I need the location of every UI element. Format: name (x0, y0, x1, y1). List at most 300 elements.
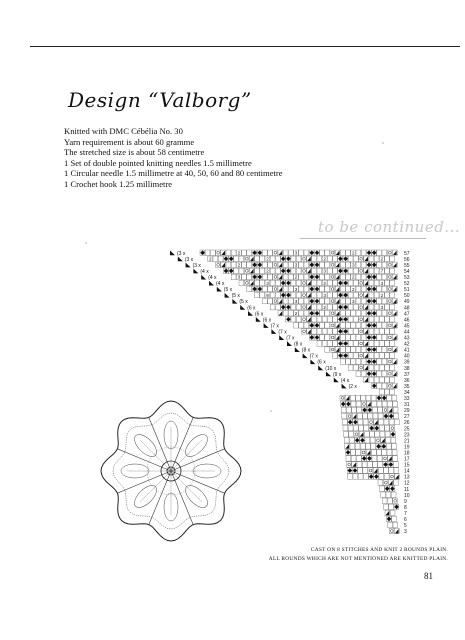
row-number: 36 (404, 377, 410, 384)
chart-cell (390, 365, 395, 370)
chart-cell (390, 268, 395, 273)
chart-cell (247, 286, 252, 291)
chart-cell (377, 359, 382, 364)
inline-count: 2 (323, 280, 326, 286)
row-number: 5 (404, 523, 407, 530)
chart-cell (348, 425, 353, 430)
chart-cell (353, 341, 358, 346)
decrease-marker (334, 378, 339, 383)
chart-cell (346, 274, 351, 279)
chart-cell (377, 298, 382, 303)
chart-cell (218, 256, 223, 261)
chart-cell (341, 407, 346, 412)
chart-cell (288, 286, 293, 291)
chart-cell (317, 304, 322, 309)
chart-cell (389, 504, 394, 509)
chart-cell (394, 413, 399, 418)
chart-cell (296, 304, 301, 309)
chart-cell (386, 438, 391, 443)
chart-cell (390, 510, 395, 515)
row-number: 29 (404, 408, 410, 415)
chart-cell (346, 262, 351, 267)
chart-cell (356, 323, 361, 328)
chart-cell (270, 268, 275, 273)
chart-cell (343, 425, 348, 430)
chart-cell (380, 432, 385, 437)
chart-cell (304, 298, 309, 303)
chart-cell (317, 317, 322, 322)
chart-cell (385, 292, 390, 297)
decrease-marker (326, 372, 331, 377)
row-number: 8 (404, 504, 407, 511)
chart-cell (356, 298, 361, 303)
chart-cell (378, 480, 383, 485)
chart-cell (361, 335, 366, 340)
chart-cell (363, 468, 368, 473)
chart-cell (283, 311, 288, 316)
chart-cell (359, 425, 364, 430)
chart-cell (374, 353, 379, 358)
chart-cell (356, 401, 361, 406)
chart-cell (325, 311, 330, 316)
chart-cell (384, 419, 389, 424)
inline-count: 3 (352, 262, 355, 268)
chart-cell (353, 280, 358, 285)
chart-cell (226, 262, 231, 267)
decrease-marker (201, 275, 206, 280)
chart-cell (242, 262, 247, 267)
decrease-marker (318, 365, 323, 370)
chart-cell (377, 347, 382, 352)
doily-vein (140, 471, 171, 502)
inline-count: 3 (266, 280, 269, 286)
doily-vein (140, 440, 171, 471)
chart-cell (260, 256, 265, 261)
chart-cell (369, 292, 374, 297)
row-number: 54 (404, 268, 410, 275)
chart-cell (346, 335, 351, 340)
chart-cell (374, 256, 379, 261)
chart-cell (210, 250, 215, 255)
chart-cell (231, 262, 236, 267)
chart-cell (353, 317, 358, 322)
chart-cell (371, 450, 376, 455)
inline-count: 2 (352, 250, 355, 256)
chart-cell (275, 256, 280, 261)
chart-cell (260, 292, 265, 297)
chart-cell (270, 292, 275, 297)
chart-cell (312, 268, 317, 273)
chart-cell (327, 329, 332, 334)
decrease-marker (295, 347, 300, 352)
chart-cell (382, 498, 387, 503)
chart-cell (291, 304, 296, 309)
chart-cell (393, 407, 398, 412)
chart-cell (288, 311, 293, 316)
row-number: 35 (404, 383, 410, 390)
chart-cell (346, 347, 351, 352)
chart-cell (379, 317, 384, 322)
chart-cell (299, 323, 304, 328)
chart-cell (304, 250, 309, 255)
chart-cell (363, 419, 368, 424)
chart-cell (377, 274, 382, 279)
inline-count: 3 (352, 298, 355, 304)
chart-cell (317, 280, 322, 285)
repeat-label: (8 x (294, 341, 303, 348)
chart-cell (333, 329, 338, 334)
chart-cell (348, 292, 353, 297)
chart-cell (255, 268, 260, 273)
doily-illustration (100, 400, 242, 542)
chart-cell (340, 298, 345, 303)
chart-cell (320, 262, 325, 267)
row-number: 38 (404, 365, 410, 372)
chart-cell (374, 304, 379, 309)
chart-cell (361, 371, 366, 376)
repeat-label: (4 x (200, 268, 209, 275)
chart-cell (275, 292, 280, 297)
inline-count: 3 (380, 280, 384, 286)
chart-cell (393, 522, 398, 527)
chart-cell (247, 250, 252, 255)
chart-cell (299, 286, 304, 291)
chart-cell (317, 256, 322, 261)
chart-cell (377, 401, 382, 406)
chart-cell (377, 371, 382, 376)
chart-cell (333, 268, 338, 273)
continued-label: to be continued... (318, 218, 461, 236)
decrease-marker (342, 384, 347, 389)
chart-cell (226, 250, 231, 255)
repeat-label: (5 x (223, 287, 233, 294)
row-number: 19 (404, 444, 410, 451)
chart-cell (205, 250, 210, 255)
chart-cell (390, 329, 395, 334)
chart-cell (255, 256, 260, 261)
chart-cell (379, 341, 384, 346)
chart-cell (353, 329, 358, 334)
design-title: Design “Valborg” (68, 88, 252, 112)
chart-cell (374, 377, 379, 382)
chart-cell (346, 359, 351, 364)
chart-cell (299, 311, 304, 316)
chart-cell (342, 419, 347, 424)
inline-count: 2 (237, 262, 241, 268)
chart-cell (247, 262, 252, 267)
chart-cell (366, 395, 371, 400)
chart-cell (317, 292, 322, 297)
chart-cell (361, 298, 366, 303)
paper-speck (85, 242, 87, 244)
chart-cell (353, 474, 358, 479)
chart-cell (322, 329, 327, 334)
decrease-marker (240, 305, 245, 310)
chart-cell (353, 256, 358, 261)
chart-cell (346, 311, 351, 316)
chart-cell (288, 298, 293, 303)
chart-cell (340, 250, 345, 255)
decrease-marker (287, 341, 292, 346)
chart-cell (358, 419, 363, 424)
spec-line: 1 Circular needle 1.5 millimetre at 40, 50, 60 and 80 centimetre (64, 168, 283, 178)
chart-cell (349, 432, 354, 437)
chart-cell (382, 250, 387, 255)
chart-cell (379, 365, 384, 370)
chart-cell (317, 341, 322, 346)
chart-cell (361, 323, 366, 328)
chart-cell (386, 492, 391, 497)
chart-cell (299, 250, 304, 255)
chart-cell (385, 425, 390, 430)
chart-cell (291, 317, 296, 322)
row-number: 56 (404, 256, 410, 263)
chart-cell (374, 292, 379, 297)
chart-cell (340, 286, 345, 291)
doily-vein (171, 440, 202, 471)
chart-cell (392, 444, 397, 449)
chart-cell (377, 323, 382, 328)
chart-cell (283, 250, 288, 255)
inline-count: 2 (266, 256, 269, 262)
chart-cell (348, 317, 353, 322)
chart-cell (390, 256, 395, 261)
chart-cell (394, 480, 399, 485)
chart-cell (312, 317, 317, 322)
chart-cell (364, 425, 369, 430)
chart-cell (377, 262, 382, 267)
repeat-label: (5 x (239, 299, 248, 306)
chart-cell (394, 468, 399, 473)
chart-cell (262, 274, 267, 279)
chart-cell (369, 280, 374, 285)
chart-cell (353, 304, 358, 309)
chart-cell (377, 450, 382, 455)
chart-cell (351, 401, 356, 406)
chart-cell (247, 274, 252, 279)
chart-cell (296, 317, 301, 322)
chart-cell (340, 311, 345, 316)
chart-cell (351, 456, 356, 461)
chart-cell (348, 304, 353, 309)
chart-cell (367, 462, 372, 467)
page-number: 81 (424, 571, 433, 581)
chart-cell (369, 365, 374, 370)
chart-cell (382, 359, 387, 364)
chart-cell (291, 292, 296, 297)
chart-cell (356, 274, 361, 279)
chart-cell (361, 311, 366, 316)
chart-cell (348, 365, 353, 370)
chart-cell (382, 298, 387, 303)
inline-count: 9 (266, 292, 269, 298)
inline-count: 2 (352, 286, 355, 292)
chart-cell (390, 389, 395, 394)
chart-cell (355, 444, 360, 449)
spec-line: 1 Crochet hook 1.25 millimetre (64, 178, 173, 189)
chart-cell (296, 256, 301, 261)
chart-cell (390, 377, 395, 382)
row-number: 31 (404, 402, 410, 409)
chart-cell (356, 347, 361, 352)
chart-cell (340, 335, 345, 340)
chart-cell (382, 383, 387, 388)
chart-cell (291, 256, 296, 261)
chart-cell (382, 323, 387, 328)
chart-cell (366, 444, 371, 449)
chart-cell (320, 323, 325, 328)
chart-cell (374, 329, 379, 334)
chart-cell (320, 274, 325, 279)
decrease-marker (225, 293, 230, 298)
chart-cell (385, 389, 390, 394)
chart-cell (350, 395, 355, 400)
chart-cell (350, 444, 355, 449)
chart-cell (333, 256, 338, 261)
repeat-label: (7 x (309, 353, 318, 360)
decrease-marker (209, 281, 214, 286)
row-number: 49 (404, 299, 410, 306)
chart-cell (312, 256, 317, 261)
chart-cell (327, 256, 332, 261)
row-number: 12 (404, 480, 410, 487)
chart-cell (346, 286, 351, 291)
chart-cell (385, 268, 390, 273)
chart-cell (288, 250, 293, 255)
row-number: 46 (404, 317, 410, 324)
chart-cell (384, 504, 389, 509)
repeat-label: (6 x (255, 311, 264, 318)
decrease-marker (256, 317, 261, 322)
chart-cell (304, 274, 309, 279)
chart-cell (262, 250, 267, 255)
chart-cell (377, 250, 382, 255)
chart-cell (369, 341, 374, 346)
chart-cell (327, 280, 332, 285)
chart-cell (260, 268, 265, 273)
decrease-marker (264, 323, 269, 328)
chart-cell (389, 468, 394, 473)
row-number: 45 (404, 323, 410, 330)
spec-line: Yarn requirement is about 60 gramme (64, 136, 195, 147)
chart-cell (296, 268, 301, 273)
row-number: 10 (404, 492, 410, 499)
chart-cell (275, 268, 280, 273)
chart-cell (390, 280, 395, 285)
chart-cell (296, 292, 301, 297)
row-number: 3 (404, 529, 407, 536)
chart-cell (348, 280, 353, 285)
chart-cell (356, 450, 361, 455)
chart-cell (379, 486, 384, 491)
chart-cell (348, 341, 353, 346)
chart-cell (270, 280, 275, 285)
chart-cell (320, 311, 325, 316)
chart-cell (348, 474, 353, 479)
chart-cell (393, 401, 398, 406)
decrease-marker (170, 251, 175, 256)
chart-cell (333, 317, 338, 322)
chart-cell (340, 262, 345, 267)
row-number: 48 (404, 305, 410, 312)
chart-cell (378, 468, 383, 473)
chart-cell (363, 413, 368, 418)
row-number: 25 (404, 426, 410, 433)
row-number: 44 (404, 329, 410, 336)
chart-cell (382, 311, 387, 316)
chart-cell (327, 292, 332, 297)
chart-cell (361, 274, 366, 279)
chart-cell (387, 401, 392, 406)
chart-cell (356, 286, 361, 291)
row-number: 7 (404, 510, 407, 517)
decrease-marker (303, 353, 308, 358)
chart-cell (325, 323, 330, 328)
chart-cell (291, 280, 296, 285)
chart-cell (382, 401, 387, 406)
chart-cell (356, 262, 361, 267)
row-number: 17 (404, 456, 410, 463)
chart-cell (387, 498, 392, 503)
chart-cell (262, 262, 267, 267)
chart-cell (385, 377, 390, 382)
chart-cell (351, 450, 356, 455)
chart-cell (382, 262, 387, 267)
top-rule (30, 46, 460, 47)
chart-cell (390, 353, 395, 358)
repeat-label: (6 x (262, 317, 272, 324)
row-number: 37 (404, 371, 410, 378)
row-number: 13 (404, 474, 410, 481)
chart-cell (356, 371, 361, 376)
chart-cell (391, 492, 396, 497)
chart-cell (361, 395, 366, 400)
chart-cell (327, 304, 332, 309)
chart-cell (213, 256, 218, 261)
chart-cell (385, 317, 390, 322)
chart-cell (340, 347, 345, 352)
inline-count: 3 (294, 286, 298, 292)
repeat-label: (9 x (333, 371, 342, 378)
chart-cell (304, 286, 309, 291)
chart-cell (356, 395, 361, 400)
chart-cell (353, 365, 358, 370)
chart-cell (385, 341, 390, 346)
chart-cell (275, 304, 280, 309)
row-number: 18 (404, 450, 410, 457)
chart-cell (394, 419, 399, 424)
chart-cell (385, 353, 390, 358)
inline-count: 2 (294, 311, 298, 316)
chart-cell (344, 438, 349, 443)
row-number: 42 (404, 341, 410, 348)
repeat-label: (2 x (348, 383, 357, 390)
chart-cell (325, 262, 330, 267)
chart-cell (392, 516, 397, 521)
chart-cell (385, 280, 390, 285)
chart-cell (322, 317, 327, 322)
chart-cell (348, 268, 353, 273)
repeat-label: (3 x (184, 256, 194, 263)
chart-cell (379, 474, 384, 479)
chart-cell (325, 298, 330, 303)
chart-cell (262, 286, 267, 291)
chart-cell (312, 329, 317, 334)
repeat-label: (4 x (340, 377, 350, 384)
chart-cell (231, 250, 236, 255)
chart-cell (375, 432, 380, 437)
chart-cell (268, 250, 273, 255)
